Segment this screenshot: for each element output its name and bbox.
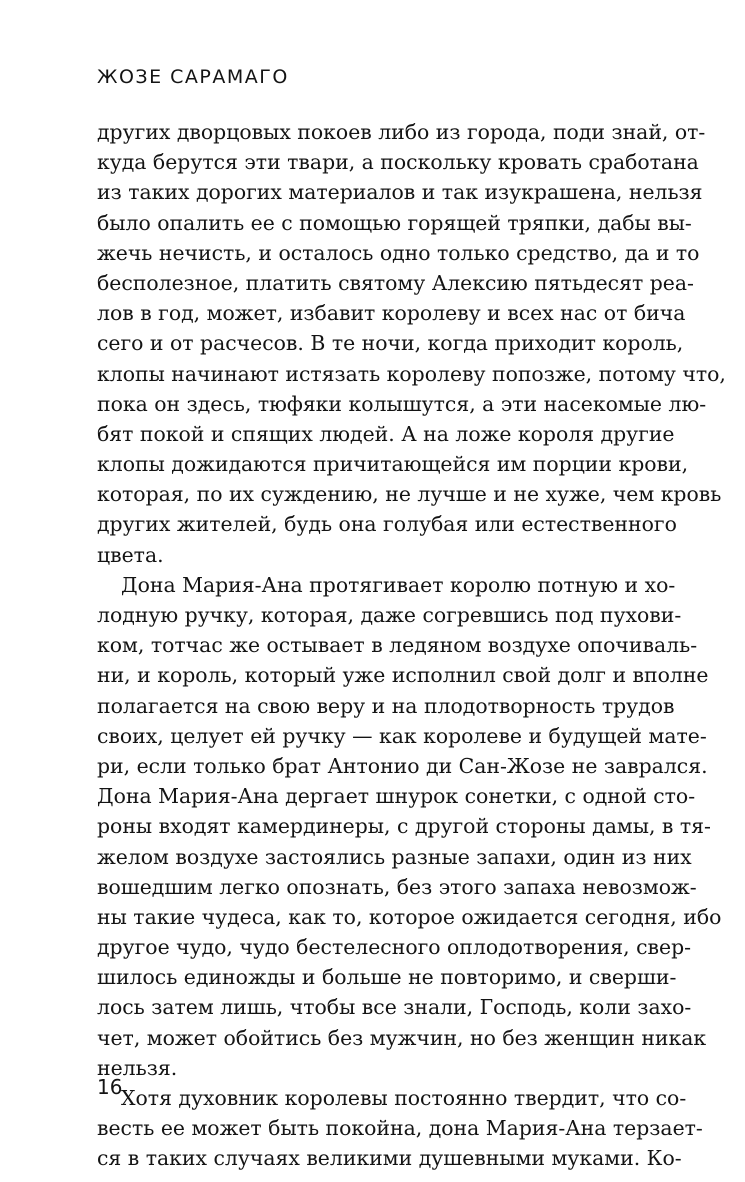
paragraph [97, 570, 722, 1083]
page-number: 16 [97, 1075, 123, 1099]
text-line: сего и от расчесов. В те ночи, когда приходит король, [97, 331, 684, 356]
text-line: других жителей, будь она голубая или естественного [97, 512, 677, 537]
text-line: вошедшим легко опознать, без этого запаха невозмож- [97, 874, 697, 899]
text-line: Дона Мария-Ана дергает шнурок сонетки, с одной сто- [97, 784, 696, 809]
text-line: Дона Мария-Ана протягивает королю потную и хо- [121, 572, 676, 597]
text-line: бят покой и спящих людей. А на ложе короля другие [97, 421, 675, 446]
text-line: других дворцовых покоев либо из города, поди знай, от- [97, 120, 706, 144]
paragraph [97, 117, 726, 570]
running-head: ЖОЗЕ САРАМАГО [97, 66, 289, 88]
text-line: нельзя. [97, 1055, 178, 1080]
text-line: Хотя духовник королевы постоянно твердит, что со- [121, 1086, 687, 1110]
text-line: которая, по их суждению, не лучше и не хуже, чем кровь [97, 482, 722, 507]
text-line: из таких дорогих материалов и так изукрашена, нельзя [97, 180, 703, 205]
text-line: чет, может обойтись без мужчин, но без женщин никак [97, 1025, 707, 1050]
text-line: ни, и король, который уже исполнил свой долг и вполне [97, 663, 709, 688]
text-line: другое чудо, чудо бестелесного оплодотворения, свер- [97, 935, 692, 960]
text-line: цвета. [97, 542, 164, 567]
text-line: клопы дожидаются причитающейся им порции крови, [97, 452, 689, 477]
text-line: весть ее может быть покойна, дона Мария-Ана терзает- [97, 1116, 703, 1141]
text-line: лодную ручку, которая, даже согревшись под пухови- [97, 603, 682, 627]
text-line: шилось единожды и больше не повторимо, и сверши- [97, 965, 677, 990]
text-line: куда берутся эти твари, а поскольку кровать сработана [97, 150, 699, 175]
text-line: ри, если только брат Антонио ди Сан-Жозе не заврался. [97, 753, 708, 778]
paragraph [97, 1083, 703, 1174]
text-line: пока он здесь, тюфяки колышутся, а эти насекомые лю- [97, 391, 707, 416]
text-line: лось затем лишь, чтобы все знали, Господь, коли захо- [97, 995, 692, 1020]
text-line: было опалить ее с помощью горящей тряпки, дабы вы- [97, 210, 692, 235]
text-line: полагается на свою веру и на плодотворность трудов [97, 693, 675, 718]
text-line: роны входят камердинеры, с другой стороны дамы, в тя- [97, 814, 711, 839]
text-line: жечь нечисть, и осталось одно только средство, да и то [97, 240, 700, 265]
text-line: бесполезное, платить святому Алексию пятьдесят реа- [97, 270, 694, 295]
text-line: своих, целует ей ручку — как королеве и будущей мате- [97, 723, 707, 748]
body-text [97, 117, 726, 1174]
text-line: ком, тотчас же остывает в ледяном воздухе опочиваль- [97, 633, 698, 658]
text-line: клопы начинают истязать королеву попозже, потому что, [97, 361, 726, 386]
text-line: лов в год, может, избавит королеву и всех нас от бича [97, 301, 686, 326]
text-line: ны такие чудеса, как то, которое ожидается сегодня, ибо [97, 904, 722, 929]
text-line: желом воздухе застоялись разные запахи, один из них [97, 844, 692, 869]
text-line: ся в таких случаях великими душевными муками. Ко- [97, 1146, 682, 1171]
